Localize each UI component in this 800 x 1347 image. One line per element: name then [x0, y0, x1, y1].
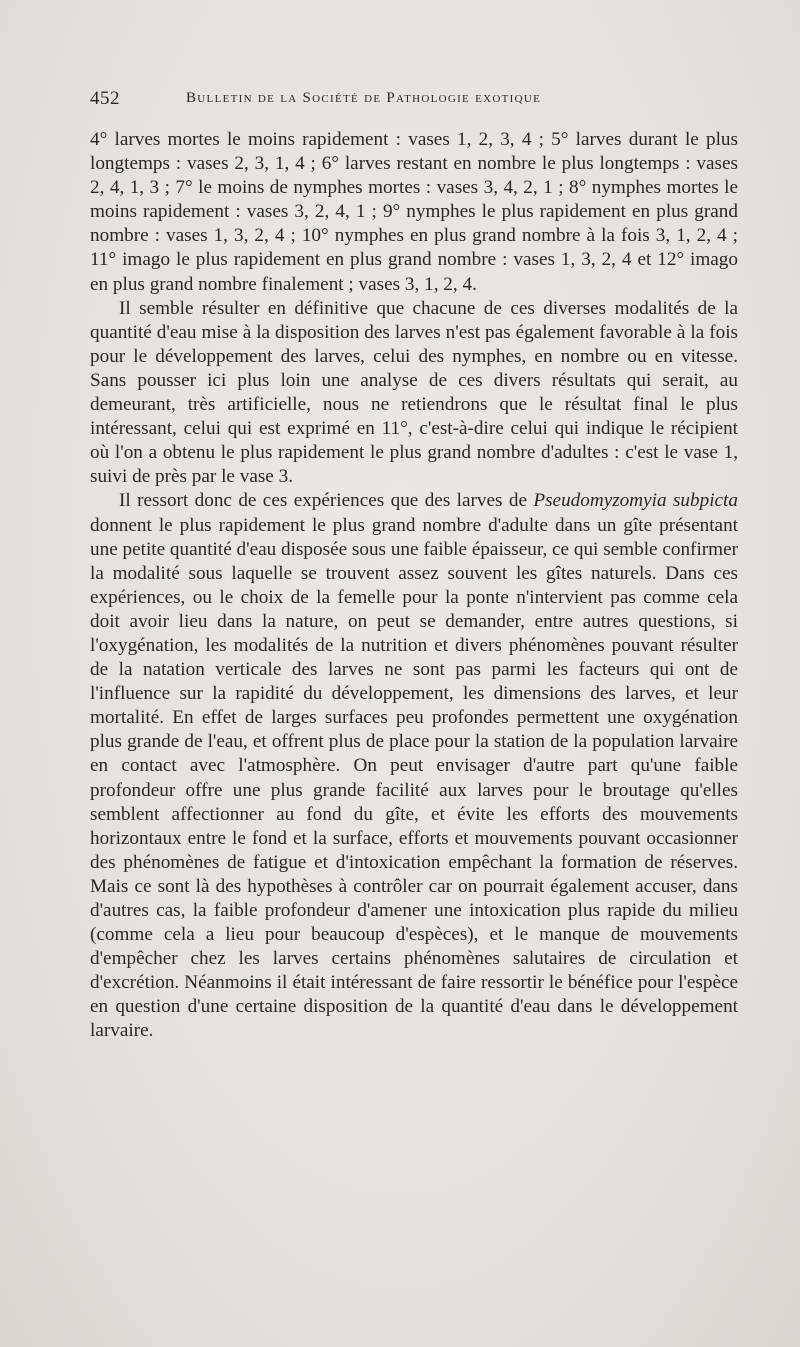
article-body [90, 128, 738, 1044]
paragraph-3-rest: donnent le plus rapidement le plus grand nombre d'adulte dans un gîte présentant une petite quantité d'eau disposée sous une faible épaisseur, ce qui semble confirmer la modalité sous laquelle se trouvent assez souvent les gîtes naturels. Dans ces expériences, ou le choix de la femelle pour la ponte n'intervient pas comme cela doit avoir lieu dans la nature, on peut se demander, entre autres questions, si l'oxygénation, les modalités de la nutrition et divers phénomènes pouvant résulter de la natation verticale des larves ne sont pas parmi les facteurs qui ont de l'influence sur la rapidité du développement, les dimensions des larves, et leur mortalité. En effet de larges surfaces peu profondes permettent une oxygénation plus grande de l'eau, et offrent plus de place pour la station de la population larvaire en contact avec l'atmosphère. On peut envisager d'autre part qu'une faible profondeur offre une plus grande facilité aux larves pour le broutage qu'elles semblent affectionner au fond du gîte, et évite les efforts des mouvements horizontaux entre le fond et la surface, efforts et mouvements pouvant occasionner des phénomènes de fatigue et d'intoxication empêchant la formation de réserves. Mais ce sont là des hypothèses à contrôler car on pourrait également accuser, dans d'autres cas, la faible profondeur d'amener une intoxication plus rapide du milieu (comme cela a lieu pour beaucoup d'espèces), et le manque de mouvements d'empêcher chez les larves certains phénomènes salutaires de circulation et d'excrétion. Néanmoins il était intéressant de faire ressortir le bénéfice pour l'espèce en question d'une certaine disposition de la quantité d'eau dans le développement larvaire. [90, 514, 738, 1042]
paragraph-3-lead: Il ressort donc de ces expériences que des larves de [119, 490, 534, 512]
paragraph-3 [90, 489, 738, 1043]
paragraph-2: Il semble résulter en définitive que chacune de ces diverses modalités de la quantité d'eau mise à la disposition des larves n'est pas également favorable à la fois pour le développement des larves, celui des nymphes, en nombre ou en vitesse. Sans pousser ici plus loin une analyse de ces divers résultats qui serait, au demeurant, très artificielle, nous ne retiendrons que le résultat final le plus intéressant, celui qui est exprimé en 11°, c'est-à-dire celui qui indique le récipient où l'on a obtenu le plus rapidement le plus grand nombre d'adultes : c'est le vase 1, suivi de près par le vase 3. [90, 297, 738, 488]
paragraph-1: 4° larves mortes le moins rapidement : vases 1, 2, 3, 4 ; 5° larves durant le plus longtemps : vases 2, 3, 1, 4 ; 6° larves restant en nombre le plus longtemps : vases 2, 4, 1, 3 ; 7° le moins de nymphes mortes : vases 3, 4, 2, 1 ; 8° nymphes mortes le moins rapidement : vases 3, 2, 4, 1 ; 9° nymphes le plus rapidement en plus grand nombre : vases 1, 3, 2, 4 ; 10° nymphes en plus grand nombre à la fois 3, 1, 2, 4 ; 11° imago le plus rapidement en plus grand nombre : vases 1, 3, 2, 4 et 12° imago en plus grand nombre finalement ; vases 3, 1, 2, 4. [90, 129, 738, 295]
species-name: Pseudomyzomyia subpicta [533, 490, 738, 512]
running-title: Bulletin de la Société de Pathologie exotique [186, 90, 542, 106]
page-number: 452 [90, 88, 120, 109]
page-header [90, 88, 738, 112]
